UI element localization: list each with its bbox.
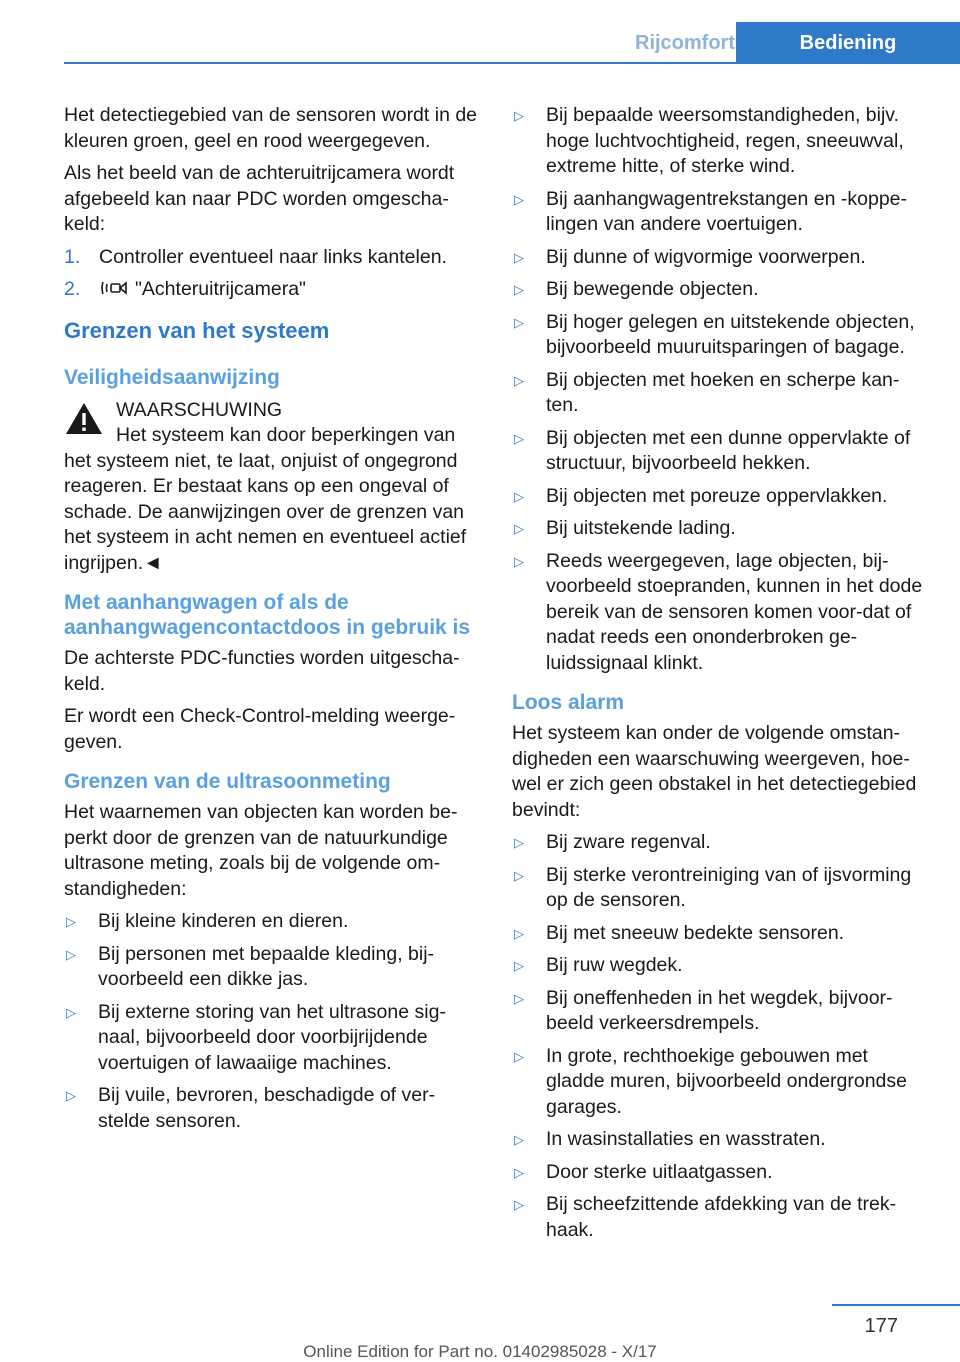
- list-item: ▷ Bij vuile, bevroren, beschadigde of ver-stelde sensoren.: [64, 1083, 479, 1134]
- list-item: ▷ Bij zware regenval.: [512, 830, 930, 856]
- step-number: 2.: [64, 278, 81, 300]
- warning-text: Het systeem kan door beperkingen van het systeem niet, te laat, onjuist of ongegrond reageren. Er bestaat kans op een ongeval of schade. De aanwijzingen over de grenzen van het systeem in acht nemen en eventueel actief ingrijpen.◄: [64, 424, 467, 574]
- warning-triangle-icon: [64, 400, 104, 438]
- header-rule: [64, 62, 960, 64]
- list-item: ▷ Door sterke uitlaatgassen.: [512, 1160, 930, 1186]
- list-item: ▷ Bij aanhangwagentrekstangen en -koppe-lingen van andere voertuigen.: [512, 187, 930, 238]
- heading-system-limits: Grenzen van het systeem: [64, 317, 330, 343]
- intro-paragraph-1: Het detectiegebied van de sensoren wordt in de kleuren groen, geel en rood weergegeven.: [64, 104, 478, 152]
- bullet-triangle-icon: ▷: [514, 249, 524, 265]
- rear-camera-icon: [99, 278, 129, 298]
- bullet-triangle-icon: ▷: [514, 990, 524, 1006]
- list-item: ▷ Bij scheefzittende afdekking van de trek-haak.: [512, 1192, 930, 1243]
- list-item: ▷ Bij bepaalde weersomstandigheden, bijv. hoge luchtvochtigheid, regen, sneeuwval, extreme hitte, of sterke wind.: [512, 103, 930, 180]
- heading-ultrasound-limits: Grenzen van de ultrasoonmeting: [64, 770, 391, 793]
- false-alarm-list: [512, 830, 930, 1243]
- list-item: ▷ In wasinstallaties en wasstraten.: [512, 1127, 930, 1153]
- list-item: ▷ Bij objecten met poreuze oppervlakken.: [512, 484, 930, 510]
- bullet-triangle-icon: ▷: [66, 914, 76, 929]
- left-column: [64, 103, 479, 1141]
- bullet-triangle-icon: ▷: [66, 1088, 76, 1103]
- bullet-triangle-icon: ▷: [514, 430, 524, 446]
- step-number: 1.: [64, 245, 81, 268]
- step-list: [64, 245, 479, 303]
- footer-edition: Online Edition for Part no. 01402985028 - X/17: [303, 1342, 657, 1361]
- step-text: "Achteruitrijcamera": [135, 278, 306, 300]
- list-item: ▷ Bij oneffenheden in het wegdek, bijvoor-beeld verkeersdrempels.: [512, 986, 930, 1037]
- conditions-list: [512, 103, 930, 676]
- list-item: ▷ Bij met sneeuw bedekte sensoren.: [512, 921, 930, 947]
- step-item: [64, 245, 479, 271]
- bullet-triangle-icon: ▷: [514, 1197, 524, 1212]
- list-item: ▷ In grote, rechthoekige gebouwen met gladde muren, bijvoorbeeld ondergrondse garages.: [512, 1044, 930, 1121]
- bullet-triangle-icon: ▷: [514, 488, 524, 504]
- bullet-triangle-icon: ▷: [514, 925, 524, 941]
- page-number: 177: [864, 1315, 898, 1337]
- bullet-triangle-icon: ▷: [514, 108, 524, 123]
- list-item: ▷ Bij objecten met hoeken en scherpe kan-ten.: [512, 368, 930, 419]
- list-item: ▷ Bij uitstekende lading.: [512, 516, 930, 542]
- bullet-triangle-icon: ▷: [514, 372, 524, 388]
- bullet-triangle-icon: ▷: [514, 867, 524, 883]
- right-column: [512, 103, 930, 1250]
- list-item: ▷ Bij externe storing van het ultrasone sig-naal, bijvoorbeeld door voorbijrijdende voertuigen of lawaaiige machines.: [64, 1000, 479, 1077]
- step-item: [64, 277, 479, 303]
- list-item: ▷ Bij dunne of wigvormige voorwerpen.: [512, 245, 930, 271]
- bullet-triangle-icon: ▷: [514, 282, 524, 297]
- warning-title: WAARSCHUWING: [116, 398, 283, 421]
- step-text: Controller eventueel naar links kantelen.: [99, 245, 447, 268]
- page-header: [0, 0, 960, 64]
- list-item: ▷ Bij objecten met een dunne oppervlakte of structuur, bijvoorbeeld hekken.: [512, 426, 930, 477]
- list-item: ▷ Reeds weergegeven, lage objecten, bij-voorbeeld stoepranden, kunnen in het dode bereik van de sensoren komen voor-dat of nadat reeds een ononderbroken ge-luidssignaal klinkt.: [512, 549, 930, 677]
- list-item: ▷ Bij sterke verontreiniging van of ijsvorming op de sensoren.: [512, 863, 930, 914]
- heading-trailer: Met aanhangwagen of als de aanhangwagencontactdoos in gebruik is: [64, 591, 471, 639]
- header-chapter-tab: Bediening: [736, 22, 960, 64]
- bullet-triangle-icon: ▷: [514, 835, 524, 850]
- bullet-triangle-icon: ▷: [514, 958, 524, 973]
- list-item: ▷ Bij ruw wegdek.: [512, 953, 930, 979]
- list-item: ▷ Bij kleine kinderen en dieren.: [64, 909, 479, 935]
- bullet-triangle-icon: ▷: [514, 191, 524, 207]
- bullet-triangle-icon: ▷: [514, 1164, 524, 1180]
- trailer-paragraph-1: De achterste PDC-functies worden uitgescha-keld.: [64, 647, 460, 695]
- bullet-triangle-icon: ▷: [514, 553, 524, 569]
- false-alarm-intro: Het systeem kan onder de volgende omstan-digheden een waarschuwing weergeven, hoe-wel er zich geen obstakel in het detectiegebied bevindt:: [512, 722, 917, 821]
- heading-false-alarm: Loos alarm: [512, 691, 625, 714]
- header-section-label: Rijcomfort: [635, 32, 735, 54]
- bullet-triangle-icon: ▷: [66, 946, 76, 962]
- list-item: ▷ Bij bewegende objecten.: [512, 277, 930, 303]
- trailer-paragraph-2: Er wordt een Check-Control-melding weerge-geven.: [64, 705, 456, 753]
- bullet-triangle-icon: ▷: [514, 314, 524, 330]
- heading-safety-note: Veiligheidsaanwijzing: [64, 365, 280, 389]
- bullet-triangle-icon: ▷: [514, 521, 524, 536]
- footer-rule: [832, 1304, 960, 1306]
- bullet-triangle-icon: ▷: [514, 1048, 524, 1064]
- list-item: ▷ Bij hoger gelegen en uitstekende objecten, bijvoorbeeld muuruitsparingen of bagage.: [512, 310, 930, 361]
- bullet-triangle-icon: ▷: [66, 1004, 76, 1020]
- warning-block: [64, 398, 479, 577]
- ultrasound-list: [64, 909, 479, 1134]
- bullet-triangle-icon: ▷: [514, 1132, 524, 1147]
- list-item: ▷ Bij personen met bepaalde kleding, bij-voorbeeld een dikke jas.: [64, 942, 479, 993]
- intro-paragraph-2: Als het beeld van de achteruitrijcamera wordt afgebeeld kan naar PDC worden omgescha-keld:: [64, 162, 455, 235]
- ultrasound-intro: Het waarnemen van objecten kan worden be-perkt door de grenzen van de natuurkundige ultrasone meting, zoals bij de volgende om-standigheden:: [64, 801, 458, 900]
